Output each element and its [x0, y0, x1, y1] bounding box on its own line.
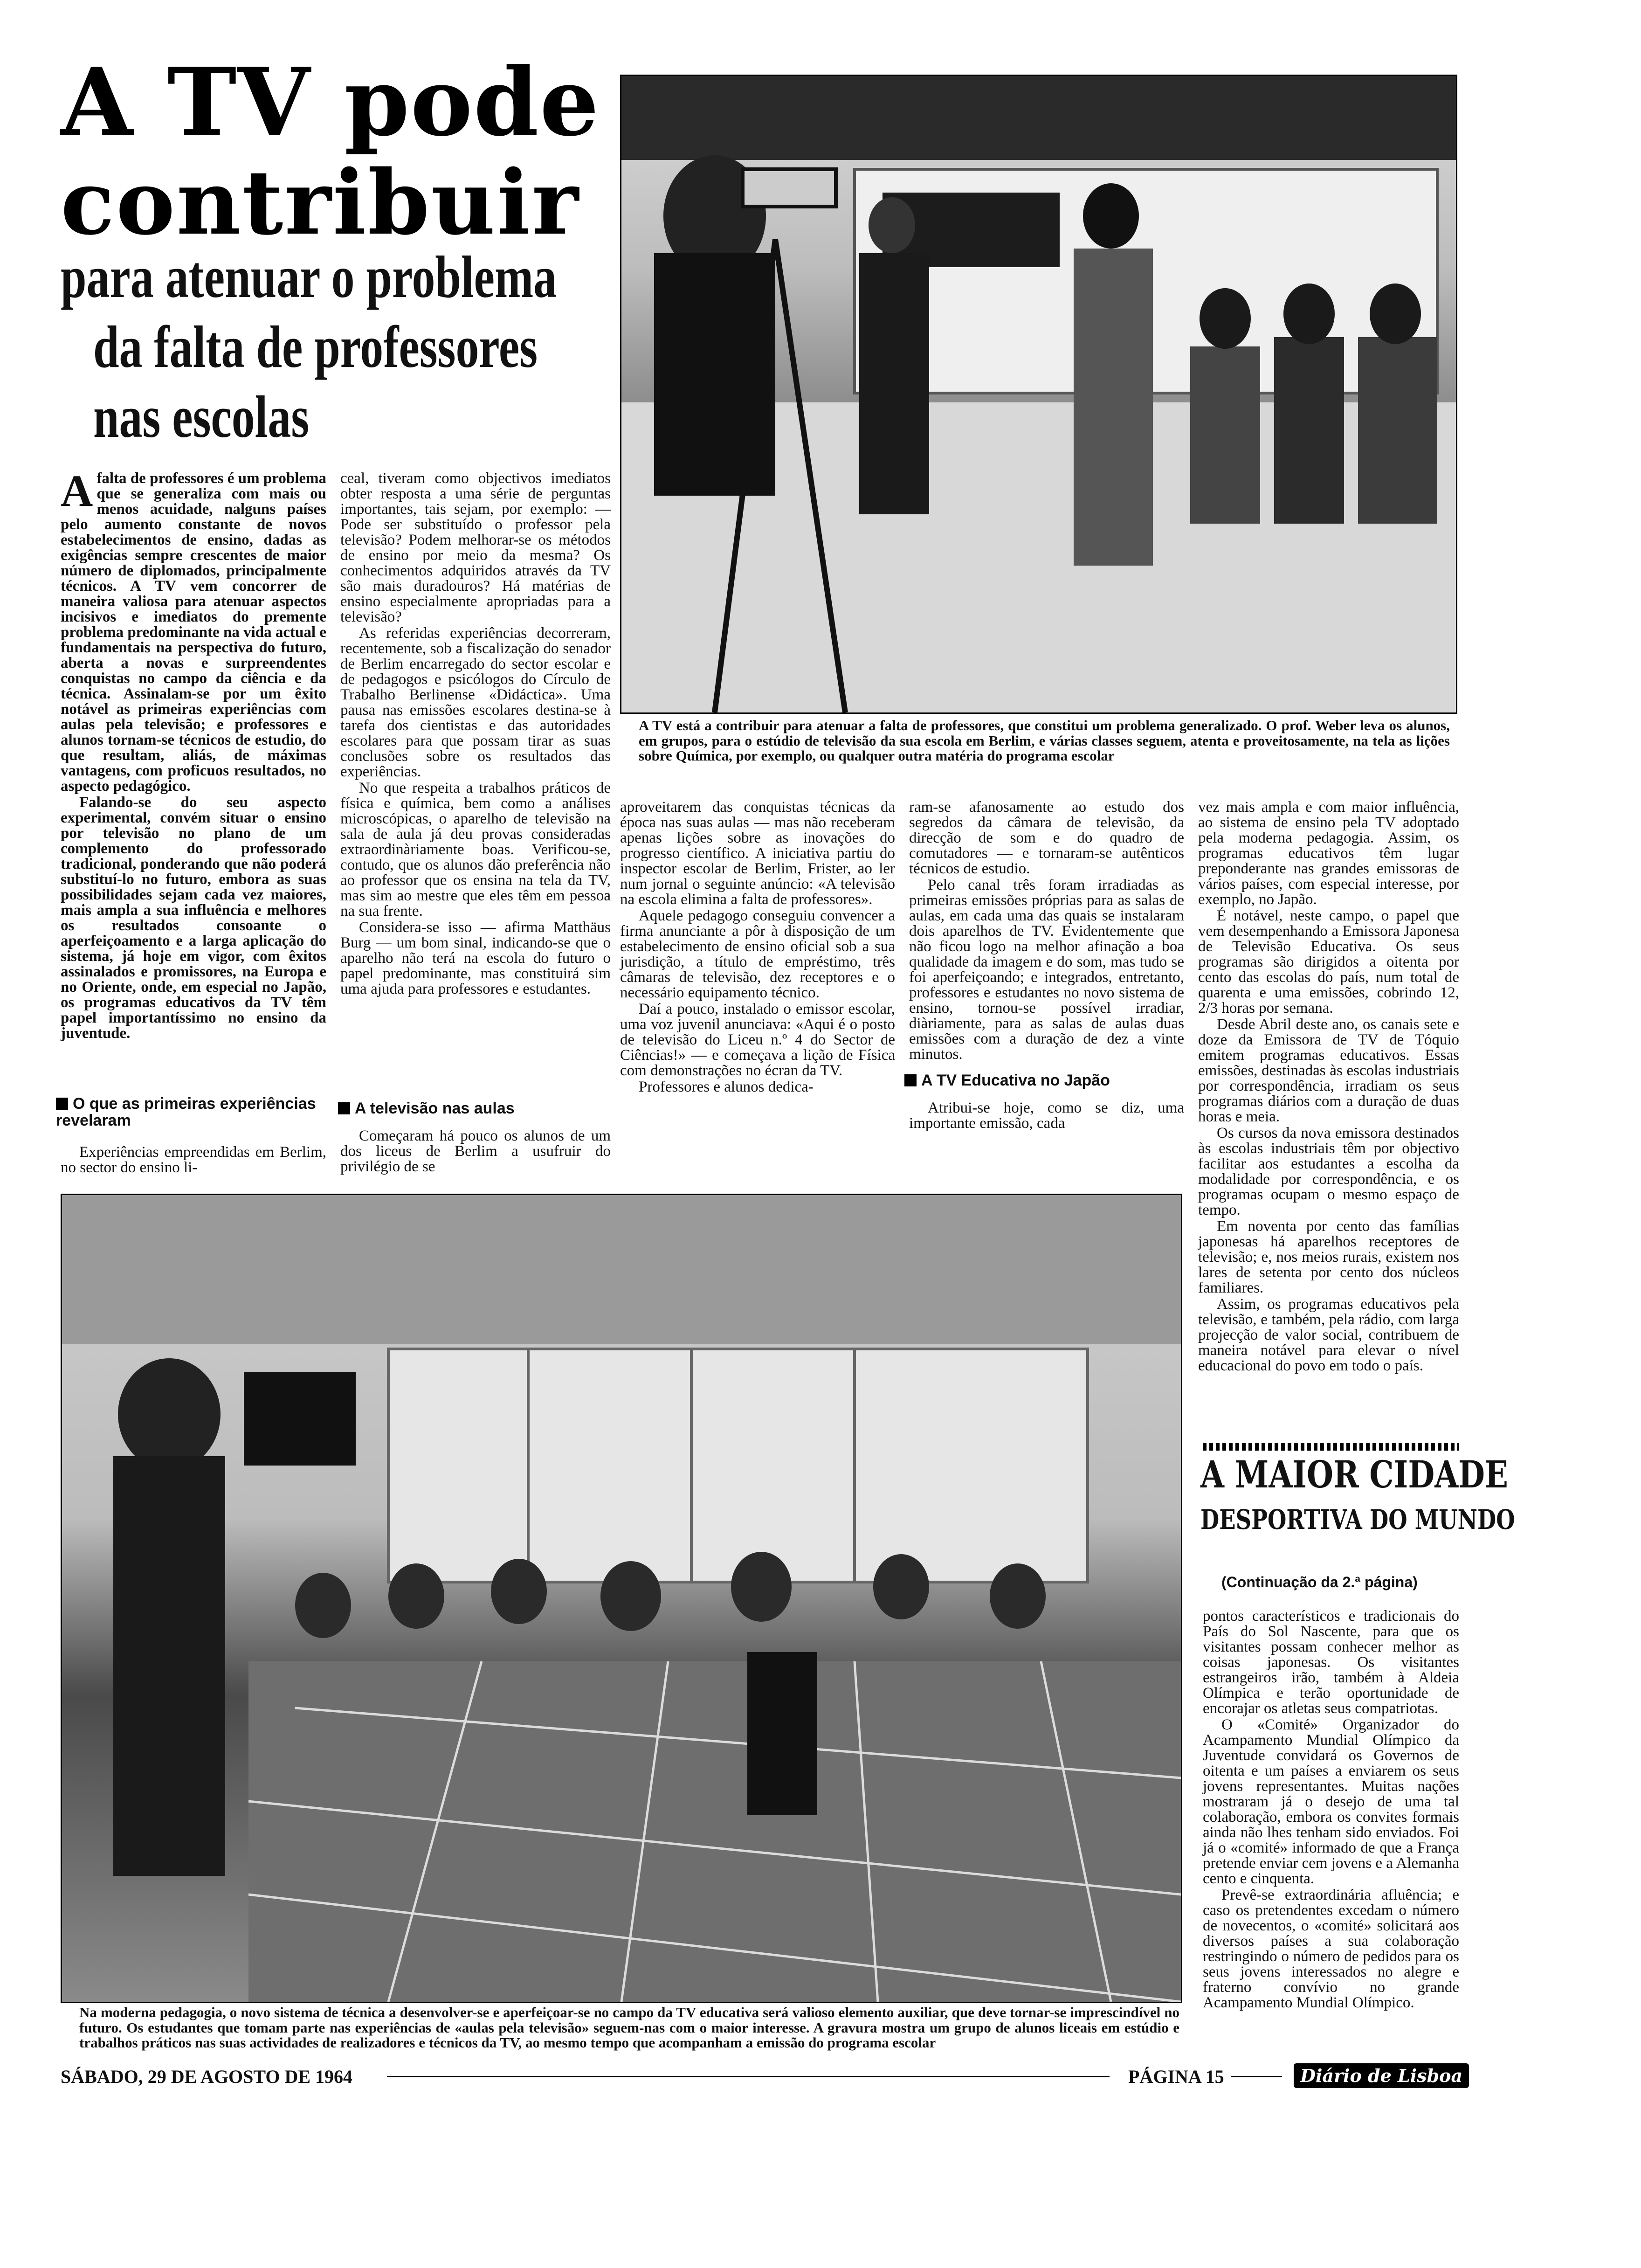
col3-paragraph-2: Aquele pedagogo conseguiu convencer a firma anunciante a pôr à disposição de um estabelecimento de ensino oficial sob a sua jurisdição, a título de empréstimo, três câmaras de televisão, dez receptores e o necessário equipamento técnico.	[620, 907, 895, 1001]
col3-paragraph-1: aproveitarem das conquistas técnicas da época nas suas aulas — mas não receberam apenas lições sobre as inovações do progresso científico. A iniciativa partiu do inspector escolar de Berlim, Frister, ao ler num jornal o seguinte anúncio: «A televisão na escola elimina a falta de professores».	[620, 799, 895, 908]
sidebar-top-rule	[1203, 1443, 1459, 1451]
sidebar-paragraph-2: O «Comité» Organizador do Acampamento Mundial Olímpico da Juventude convidará os Governos de oitenta e um países a enviarem os seus jovens representantes. Muitas nações mostraram já o desejo de uma tal colaboração, embora os convites formais ainda não lhes tenham sido enviados. Foi já o «comité» informado de que a França pretende enviar cem jovens e a Alemanha cento e cinquenta.	[1203, 1716, 1459, 1887]
article-column-1	[61, 466, 326, 1042]
col4-paragraph-3	[909, 1100, 1184, 1132]
section-bullet-icon	[56, 1098, 68, 1110]
col5-paragraph-5: Em noventa por cento das famílias japonesas há aparelhos receptores de televisão; e, nos meios rurais, existem nos lares de setenta por cento dos núcleos familiares.	[1198, 1218, 1459, 1296]
sidebar-title-line2: DESPORTIVA DO MUNDO	[1200, 1504, 1515, 1535]
sidebar-title-line1: A MAIOR CIDADE	[1200, 1452, 1509, 1496]
col2-paragraph-5	[340, 1128, 611, 1175]
col2-paragraph-3: No que respeita a trabalhos práticos de física e química, bem como a análises microscópicas, o aparelho de televisão na sala de aula já deu provas consideradas extraordinàriamente boas. Verificou-se, contudo, que os alunos dão preferência não ao professor que os ensina na tela da TV, mas sim ao mestre que eles têm em pessoa na sua frente.	[340, 780, 611, 920]
col5-paragraph-2: É notável, neste campo, o papel que vem desempenhando a Emissora Japonesa de Televisão Educativa. Os seus programas são dirigidos a oitenta por cento das escolas do país, num total de quarenta e uma emissões, cobrindo 12, 2/3 horas por semana.	[1198, 907, 1459, 1016]
col5-paragraph-6: Assim, os programas educativos pela televisão, e também, pela rádio, com larga projecção de valor social, contribuem de maneira notável para elevar o nível educacional do povo em todo o país.	[1198, 1296, 1459, 1374]
col3-paragraph-3: Daí a pouco, instalado o emissor escolar, uma voz juvenil anunciava: «Aqui é o posto de televisão do Liceu n.º 4 do Sector de Ciências!» — e começava a lição de Física com demonstrações no écran da TV.	[620, 1001, 895, 1079]
drop-cap: A	[61, 466, 93, 516]
col5-paragraph-1: vez mais ampla e com maior influência, ao sistema de ensino pela TV adoptado pela moderna pedagogia. Assim, os programas educativos têm lugar preponderante nas grandes emissoras de vários países, com especial interesse, por exemplo, no Japão.	[1198, 799, 1459, 908]
col5-paragraph-4: Os cursos da nova emissora destinados às escolas industriais têm por objectivo facilitar aos estudantes a escolha da modalidade por correspondência, e os programas ocupam o mesmo espaço de tempo.	[1198, 1125, 1459, 1218]
footer-page-number: PÁGINA 15	[1128, 2066, 1224, 2087]
col1-paragraph-1: falta de professores é um problema que se generaliza com mais ou menos acuidade, nalguns países pelo aumento constante de novos estabelecimentos de ensino, dadas as exigências sempre crescentes de maior número de diplomados, principalmente técnicos. A TV vem concorrer de maneira valiosa para atenuar aspectos incisivos e imediatos do premente problema predominante na vida actual e fundamentais na perspectiva do futuro, aberta a novas e surpreendentes conquistas no campo da ciência e da técnica. Assinalam-se por um êxito notável as primeiras experiências com aulas pela televisão; e professores e alunos tornam-se técnicos de estudio, do que resultam, aliás, de máximas vantagens, com proficuos resultados, no aspecto pedagógico.	[61, 470, 326, 795]
sidebar-paragraph-1: pontos característicos e tradicionais do País do Sol Nascente, para que os visitantes possam conhecer melhor as coisas japonesas. Os visitantes estrangeiros irão, também à Aldeia Olímpica e terão oportunidade de encorajar os atletas seus compatriotas.	[1203, 1608, 1459, 1717]
subheadline-line3: nas escolas	[93, 384, 310, 450]
col1-paragraph-2: Falando-se do seu aspecto experimental, convém situar o ensino por televisão no plano de um complemento do professorado tradicional, ponderando que não poderá substituí-lo no futuro, embora as suas possibilidades sejam cada vez maiores, mais ampla a sua influência e melhores os resultados consoante o aperfeiçoamento e a larga aplicação do sistema, já hoje em vigor, com êxitos assinalados e promissores, na Europa e no Oriente, onde, em especial no Japão, os programas educativos da TV têm papel importantíssimo no ensino da juventude.	[61, 794, 326, 1042]
photo-tv-studio-lesson	[620, 75, 1457, 714]
photo-bottom-caption: Na moderna pedagogia, o novo sistema de técnica a desenvolver-se e aperfeiçoar-se no campo da TV educativa será valioso elemento auxiliar, que deve tornar-se imprescindível no futuro. Os estudantes que tomam parte nas experiências de «aulas pela televisão» seguem-nas com o maior interesse. A gravura mostra um grupo de alunos liceais em estúdio e trabalhos práticos nas suas actividades de realizadores e técnicos da TV, ao mesmo tempo que acompanham a emissão do programa escolar	[79, 2004, 1179, 2051]
article-column-3	[620, 800, 895, 1096]
headline-line2: contribuir	[61, 151, 580, 255]
article-column-5	[1198, 800, 1459, 1375]
section-heading-experiences	[56, 1096, 326, 1129]
article-column-4	[909, 800, 1184, 1063]
col1-paragraph-3-text: Experiências empreendidas em Berlim, no sector do ensino li-	[61, 1144, 326, 1176]
col1-paragraph-3	[61, 1145, 326, 1176]
headline-line1: A TV pode	[61, 48, 600, 157]
col4-paragraph-2: Pelo canal três foram irradiadas as primeiras emissões próprias para as salas de aulas, em cada uma das quais se instalaram dois aparelhos de TV. Evidentemente que não ficou logo na melhor afinação a boa qualidade da imagem e do som, mas tudo se foi aperfeiçoando; e integrados, entretanto, professores e estudantes no novo sistema de ensino, tornou-se possível irradiar, diàriamente, para as salas de aulas duas emissões com a duração de dez a vinte minutos.	[909, 877, 1184, 1063]
photo-classroom-illustration	[62, 1195, 1181, 2002]
section-bullet-icon	[338, 1102, 350, 1114]
col2-paragraph-1: ceal, tiveram como objectivos imediatos obter resposta a uma série de perguntas importantes, tais sejam, por exemplo: — Pode ser substituído o professor pela televisão? Podem melhorar-se os métodos de ensino por meio da mesma? Os conhecimentos adquiridos através da TV são mais duradouros? Há matérias de ensino especialmente apropriadas para a televisão?	[340, 470, 611, 625]
sidebar-continuation-note: (Continuação da 2.ª página)	[1221, 1574, 1418, 1590]
masthead-logo: Diário de Lisboa	[1294, 2063, 1469, 2088]
section-heading-text: A televisão nas aulas	[355, 1099, 515, 1117]
photo-top-caption: A TV está a contribuir para atenuar a falta de professores, que constitui um problema generalizado. O prof. Weber leva os alunos, em grupos, para o estúdio de televisão da sua escola em Berlim, e várias classes seguem, atenta e proveitosamente, na tela as lições sobre Química, por exemplo, ou qualquer outra matéria do programa escolar	[639, 717, 1450, 764]
sidebar-paragraph-3: Prevê-se extraordinária afluência; e caso os pretendentes excedam o número de novecentos, o «comité» solicitará aos diversos países a sua colaboração restringindo o número de pedidos para os seus jovens interessados no alegre e fraterno convívio no grande Acampamento Mundial Olímpico.	[1203, 1887, 1459, 2011]
photo-tv-studio-illustration	[621, 76, 1456, 712]
footer-rule-right	[1231, 2076, 1282, 2077]
footer-rule-left	[387, 2076, 1110, 2077]
col2-paragraph-4: Considera-se isso — afirma Matthäus Burg — um bom sinal, indicando-se que o aparelho não terá na escola do futuro o papel predominante, mas constituirá sim uma ajuda para professores e estudantes.	[340, 919, 611, 997]
section-heading-japan	[904, 1072, 1184, 1089]
photo-students-classroom	[61, 1194, 1182, 2003]
subheadline-line2: da falta de professores	[93, 314, 538, 380]
section-heading-text: O que as primeiras experiências revelaram	[56, 1095, 316, 1129]
col2-paragraph-2: As referidas experiências decorreram, recentemente, sob a fiscalização do senador de Berlim encarregado do sector escolar e de pedagogos e psicólogos do Círculo de Trabalho Berlinense «Didáctica». Uma pausa nas emissões escolares destina-se à tarefa dos cientistas e das autoridades escolares para que possam tirar as suas conclusões sobre os resultados das experiências.	[340, 625, 611, 780]
col4-paragraph-3-text: Atribui-se hoje, como se diz, uma importante emissão, cada	[909, 1099, 1184, 1132]
section-bullet-icon	[904, 1074, 917, 1086]
col2-paragraph-5-text: Começaram há pouco os alunos de um dos liceus de Berlim a usufruir do privilégio de se	[340, 1127, 611, 1175]
col5-paragraph-3: Desde Abril deste ano, os canais sete e doze da Emissora de TV de Tóquio emitem programas educativos. Essas emissões, destinadas às escolas industriais por correspondência, irradiam os seus programas diários com a duração de duas horas e meia.	[1198, 1016, 1459, 1125]
section-heading-tv-classes	[338, 1100, 608, 1117]
col4-paragraph-1: ram-se afanosamente ao estudo dos segredos da câmara de televisão, da direcção de som e do quadro de comutadores — e tornaram-se autênticos técnicos de estudio.	[909, 799, 1184, 877]
section-heading-text: A TV Educativa no Japão	[921, 1072, 1110, 1089]
col3-paragraph-4: Professores e alunos dedica-	[639, 1079, 814, 1095]
subheadline-line1: para atenuar o problema	[61, 244, 557, 310]
sidebar-article	[1203, 1609, 1459, 2012]
footer-date: SÁBADO, 29 DE AGOSTO DE 1964	[61, 2066, 353, 2087]
article-column-2	[340, 471, 611, 998]
